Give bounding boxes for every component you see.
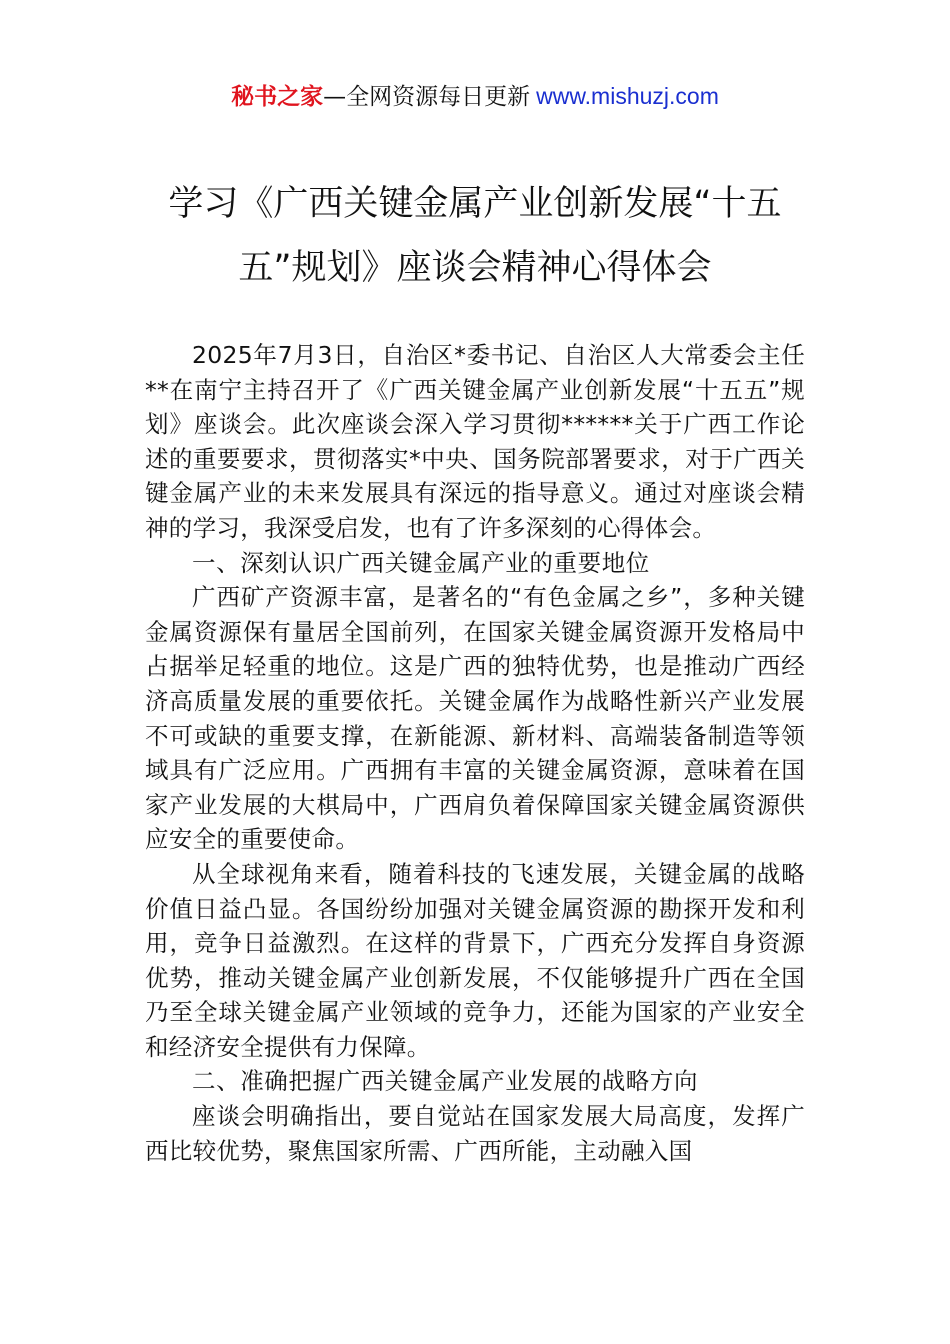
document-body	[145, 338, 805, 1168]
document-title	[120, 172, 830, 300]
title-line-2: 五”规划》座谈会精神心得体会	[238, 248, 712, 288]
header-tagline: —全网资源每日更新	[323, 84, 531, 110]
paragraph-section1-a: 广西矿产资源丰富，是著名的“有色金属之乡”，多种关键金属资源保有量居全国前列，在国家关键金属资源开发格局中占据举足轻重的地位。这是广西的独特优势，也是推动广西经济高质量发展的重要依托。关键金属作为战略性新兴产业发展不可或缺的重要支撑，在新能源、新材料、高端装备制造等领域具有广泛应用。广西拥有丰富的关键金属资源，意味着在国家产业发展的大棋局中，广西肩负着保障国家关键金属资源供应安全的重要使命。	[145, 583, 805, 854]
section-heading-2: 二、准确把握广西关键金属产业发展的战略方向	[192, 1067, 699, 1096]
paragraph-intro: 2025年7月3日，自治区*委书记、自治区人大常委会主任**在南宁主持召开了《广西关键金属产业创新发展“十五五”规划》座谈会。此次座谈会深入学习贯彻******关于广西工作论述的重要要求，贯彻落实*中央、国务院部署要求，对于广西关键金属产业的未来发展具有深远的指导意义。通过对座谈会精神的学习，我深受启发，也有了许多深刻的心得体会。	[145, 341, 805, 542]
paragraph-section1-b: 从全球视角来看，随着科技的飞速发展，关键金属的战略价值日益凸显。各国纷纷加强对关键金属资源的勘探开发和利用，竞争日益激烈。在这样的背景下，广西充分发挥自身资源优势，推动关键金属产业创新发展，不仅能够提升广西在全国乃至全球关键金属产业领域的竞争力，还能为国家的产业安全和经济安全提供有力保障。	[145, 859, 805, 1061]
section-heading-1: 一、深刻认识广西关键金属产业的重要地位	[192, 548, 650, 577]
paragraph-section2-a: 座谈会明确指出，要自觉站在国家发展大局高度，发挥广西比较优势，聚焦国家所需、广西所能，主动融入国	[145, 1102, 805, 1165]
brand-name: 秘书之家	[231, 84, 324, 110]
site-header	[0, 80, 950, 113]
title-line-1: 学习《广西关键金属产业创新发展“十五	[168, 184, 782, 224]
site-url-link[interactable]: www.mishuzj.com	[536, 83, 719, 109]
